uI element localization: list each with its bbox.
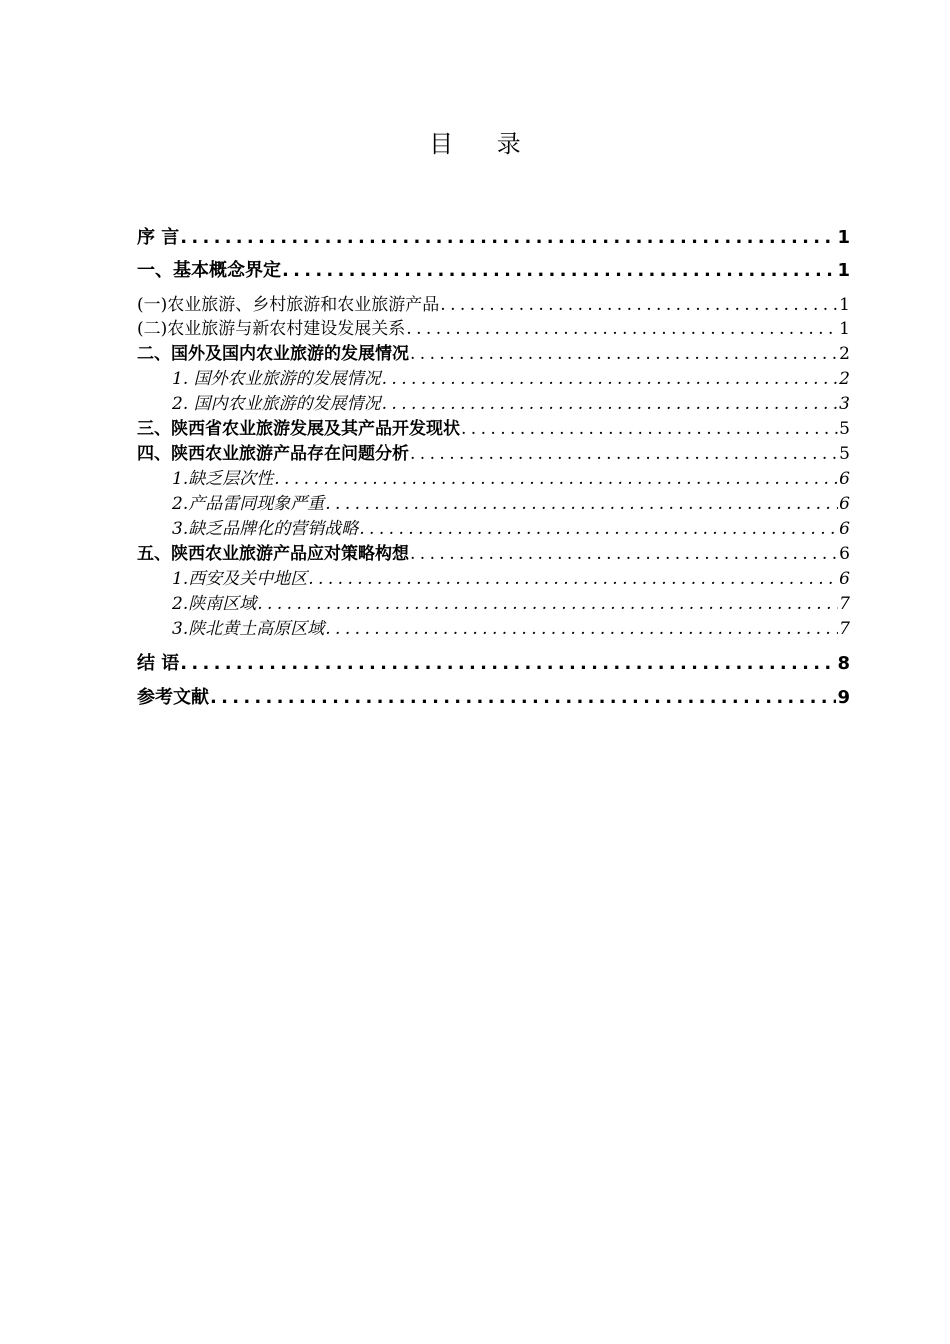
- toc-entry-item-4-1[interactable]: [172, 471, 850, 488]
- toc-page-number: 3: [839, 394, 850, 414]
- toc-entry-label: 参考文献: [137, 687, 209, 708]
- toc-entry-preface[interactable]: [137, 229, 850, 247]
- toc-leader-dots: [410, 546, 838, 563]
- toc-page-number: 6: [839, 519, 850, 539]
- toc-leader-dots: [382, 396, 839, 413]
- toc-page-number: 6: [839, 569, 850, 589]
- toc-entry-section-2[interactable]: [137, 346, 850, 363]
- toc-entry-label: 三、陕西省农业旅游发展及其产品开发现状: [137, 419, 460, 439]
- toc-page-number: 1: [839, 319, 850, 339]
- toc-entry-label: 2.陕南区域: [172, 594, 257, 614]
- toc-entry-label: 结 语: [137, 653, 180, 674]
- toc-leader-dots: [382, 371, 839, 388]
- toc-page-number: 2: [839, 369, 850, 389]
- toc-page-number: 1: [839, 295, 850, 315]
- toc-entry-item-2-1[interactable]: [172, 371, 850, 388]
- page-title: 目 录: [429, 130, 539, 158]
- toc-entry-label: (二)农业旅游与新农村建设发展关系: [137, 319, 406, 339]
- toc-page-number: 1: [837, 227, 850, 248]
- toc-entry-label: 2. 国内农业旅游的发展情况: [172, 394, 381, 414]
- toc-page-number: 5: [839, 444, 850, 464]
- toc-page-number: 7: [839, 594, 850, 614]
- toc-entry-label: 1.西安及关中地区: [172, 569, 308, 589]
- toc-entry-label: 五、陕西农业旅游产品应对策略构想: [137, 544, 409, 564]
- toc-leader-dots: [274, 471, 838, 488]
- toc-entry-item-4-3[interactable]: [172, 521, 850, 538]
- toc-entry-conclusion[interactable]: [137, 655, 850, 673]
- toc-entry-item-5-3[interactable]: [172, 621, 850, 638]
- toc-leader-dots: [180, 229, 836, 247]
- toc-entry-item-4-2[interactable]: [172, 496, 850, 513]
- toc-leader-dots: [325, 621, 838, 638]
- toc-page-number: 2: [839, 344, 850, 364]
- toc-leader-dots: [308, 571, 838, 588]
- toc-entry-label: 序 言: [137, 227, 180, 248]
- toc-page-number: 6: [839, 544, 850, 564]
- toc-leader-dots: [440, 297, 838, 314]
- toc-leader-dots: [282, 262, 836, 280]
- toc-entry-label: 1. 国外农业旅游的发展情况: [172, 369, 381, 389]
- toc-leader-dots: [406, 321, 838, 338]
- toc-leader-dots: [410, 446, 838, 463]
- toc-leader-dots: [257, 596, 838, 613]
- toc-page-number: 9: [837, 687, 850, 708]
- toc-entry-label: 一、基本概念界定: [137, 260, 281, 281]
- toc-leader-dots: [210, 689, 836, 707]
- toc-leader-dots: [410, 346, 838, 363]
- toc-entry-label: 2.产品雷同现象严重: [172, 494, 325, 514]
- toc-entry-item-2-2[interactable]: [172, 396, 850, 413]
- toc-leader-dots: [180, 655, 836, 673]
- toc-page-number: 8: [837, 653, 850, 674]
- toc-entry-label: 3.缺乏品牌化的营销战略: [172, 519, 359, 539]
- toc-page-number: 1: [837, 260, 850, 281]
- toc-leader-dots: [461, 421, 838, 438]
- toc-entry-item-5-2[interactable]: [172, 596, 850, 613]
- toc-leader-dots: [325, 496, 838, 513]
- toc-entry-item-5-1[interactable]: [172, 571, 850, 588]
- toc-entry-label: (一)农业旅游、乡村旅游和农业旅游产品: [137, 295, 440, 315]
- toc-entry-subsection-1-2[interactable]: [137, 321, 850, 338]
- toc-entry-section-1[interactable]: [137, 262, 850, 280]
- toc-entry-label: 3.陕北黄土高原区域: [172, 619, 325, 639]
- toc-entry-label: 二、国外及国内农业旅游的发展情况: [137, 344, 409, 364]
- toc-leader-dots: [359, 521, 838, 538]
- toc-page-number: 6: [839, 494, 850, 514]
- toc-entry-references[interactable]: [137, 689, 850, 707]
- toc-entry-subsection-1-1[interactable]: [137, 297, 850, 314]
- toc-entry-section-3[interactable]: [137, 421, 850, 438]
- toc-entry-label: 四、陕西农业旅游产品存在问题分析: [137, 444, 409, 464]
- toc-entry-section-4[interactable]: [137, 446, 850, 463]
- toc-entry-label: 1.缺乏层次性: [172, 469, 274, 489]
- toc-entry-section-5[interactable]: [137, 546, 850, 563]
- toc-page-number: 6: [839, 469, 850, 489]
- toc-page-number: 7: [839, 619, 850, 639]
- toc-page-number: 5: [839, 419, 850, 439]
